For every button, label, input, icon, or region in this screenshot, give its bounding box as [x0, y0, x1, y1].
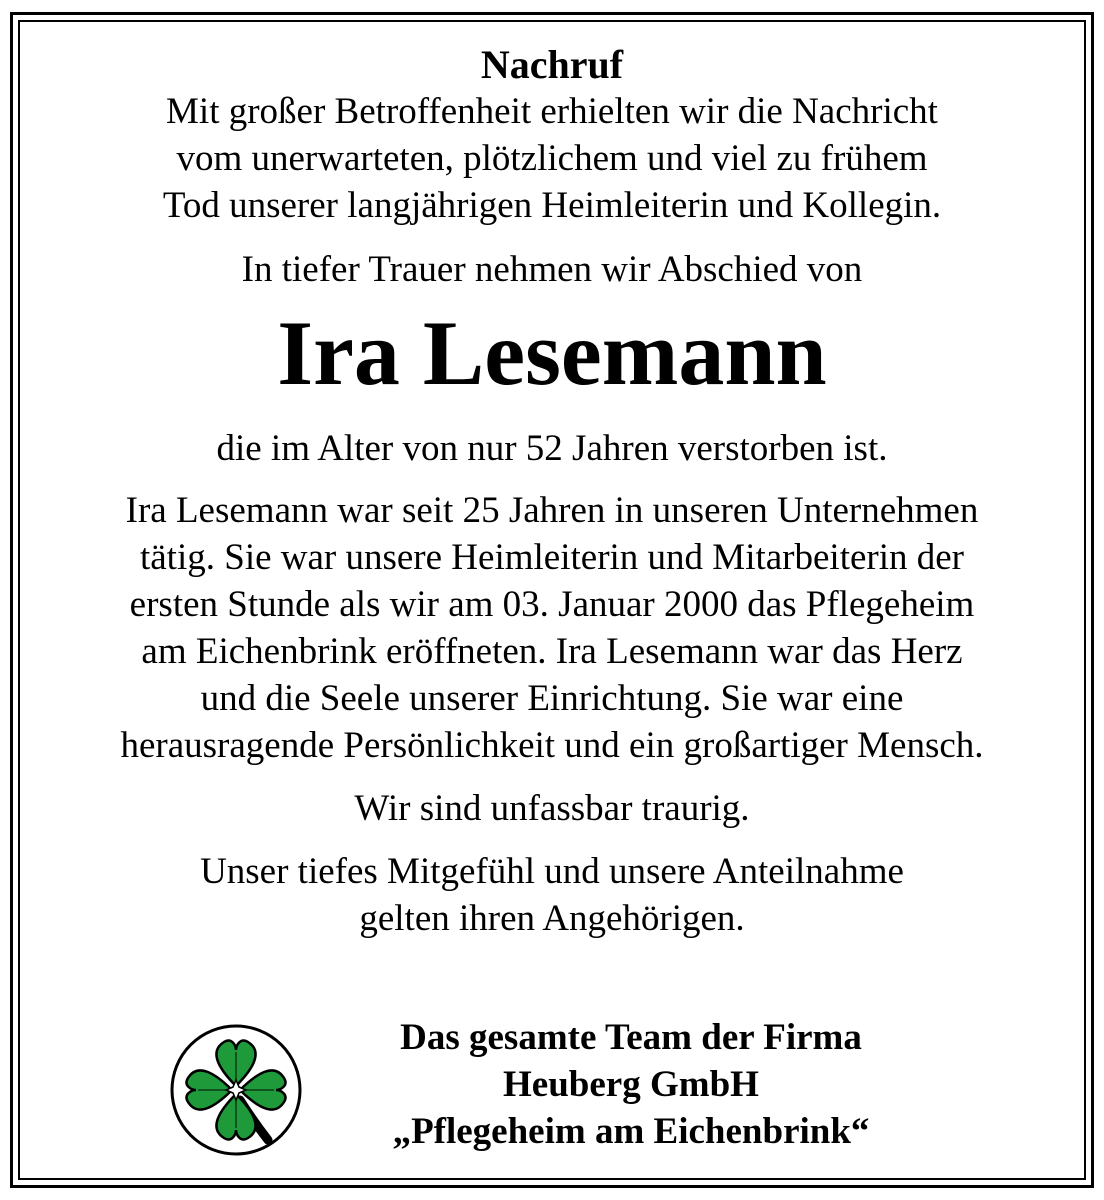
age-line: die im Alter von nur 52 Jahren verstorben ist.: [216, 428, 888, 469]
tribute-line: ersten Stunde als wir am 03. Januar 2000 das Pflegeheim: [129, 584, 975, 625]
four-leaf-clover-icon: [168, 1022, 304, 1158]
tribute-line: herausragende Persönlichkeit und ein großartiger Mensch.: [120, 725, 984, 766]
deceased-name: Ira Lesemann: [277, 302, 827, 404]
tribute-line: Ira Lesemann war seit 25 Jahren in unseren Unternehmen: [125, 490, 979, 531]
signature-line: Das gesamte Team der Firma: [400, 1017, 862, 1058]
signature-line: „Pflegeheim am Eichenbrink“: [392, 1111, 870, 1152]
notice-heading: Nachruf: [480, 42, 624, 87]
tribute-line: tätig. Sie war unsere Heimleiterin und Mitarbeiterin der: [139, 537, 964, 578]
tribute-line: und die Seele unserer Einrichtung. Sie war eine: [200, 678, 904, 719]
intro-line: vom unerwarteten, plötzlichem und viel zu frühem: [176, 138, 928, 179]
tribute-paragraph: [24, 487, 1080, 769]
signature-block: [336, 1014, 926, 1155]
tribute-line: am Eichenbrink eröffneten. Ira Lesemann war das Herz: [141, 631, 963, 672]
intro-paragraph: [24, 88, 1080, 229]
intro-line: Tod unserer langjährigen Heimleiterin und Kollegin.: [162, 185, 942, 226]
sympathy-paragraph: [24, 848, 1080, 942]
sympathy-line: Unser tiefes Mitgefühl und unsere Anteilnahme: [200, 851, 904, 892]
obituary-notice: [24, 24, 1080, 942]
sympathy-line: gelten ihren Angehörigen.: [359, 898, 745, 939]
farewell-line: In tiefer Trauer nehmen wir Abschied von: [241, 249, 863, 290]
sad-line: Wir sind unfassbar traurig.: [354, 788, 750, 829]
intro-line: Mit großer Betroffenheit erhielten wir die Nachricht: [166, 91, 938, 132]
signature-line: Heuberg GmbH: [503, 1064, 759, 1105]
